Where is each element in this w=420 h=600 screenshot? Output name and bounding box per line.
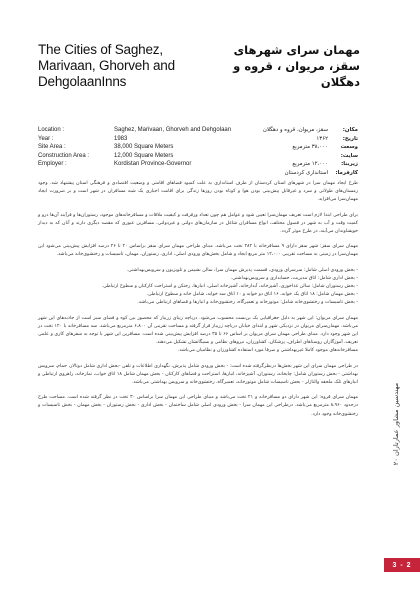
info-label: کارفرما: [335,169,358,176]
bullet-item: - بخش مهمان شامل: ۱۸ اتاق یک خوابه، ۱۶ اتاق دو خوابه و ۱۰ اتاق سه خوابه، شامل خانه و سطوح ارتباطی. [146,292,358,298]
project-info-persian [248,126,358,178]
info-label: Location : [38,127,65,133]
running-footer-vertical [391,300,401,550]
info-value: Saghez, Marivaan, Ghorveh and Dehgolaan [114,127,232,133]
info-value: ۱۳۶۲ [316,135,328,142]
page-number-tab [384,558,420,572]
info-row-year [38,135,273,144]
info-label: وسعت سایت: [340,144,358,159]
bullet-item: - بخش ورودی اصلی شامل: سرسرای ورودی، قسمت پذیرش مهمان سرا، سالن نشیمن و تلویزیون و سرویس‌بهداشتی. [126,267,358,273]
info-row-location-fa [248,126,358,135]
title-persian: مهمان سرای شهرهای سقز، مریوان ، قروه و دهگلان [233,43,360,89]
info-row-site-area-fa [248,143,358,160]
info-row-employer [38,160,273,169]
paragraph-intro: طرح ایجاد مهمان سرا در شهرهای استان کردستان از طرف استانداری به علت کمبود فضاهای اقامتی و وضعیت اقتصادی و فرهنگی استان پیشنهاد شد. وجود زمستان‌های طولانی و سرد و غیرقابل پیش‌بینی بودن هوا و کوتاه بودن روزها زندگی برای اقامت اجباری یک شبه مسافران در شهر است و بر ضرورت ایجاد مهمان‌سرا می‌افزاید. [38,181,358,203]
saghez-bullet-list [38,267,358,308]
info-value: 12,000 Square Meters [114,152,174,159]
bullet-item: - بخش اداری شامل: اتاق مدیریت، حسابداری و سرویس‌بهداشتی. [230,275,358,281]
info-value: ۳۸،۰۰۰ مترمربع [292,144,328,151]
paragraph-intro-2: برای طراحی ابتدا لازم است تعریف مهمان‌سرا تعیین شود و عوامل هم چون تعداد ورفرفت و کیفیت ملاقات و مسافرخانه‌های موجود، رستوران‌ها و فرآیند آن‌ها درو و کمیت وقت و آب به شهر در فصول مختلف، انواع مسافران شاغل در سازمان‌های دولتی و غیردولتی، مسافرین عبوری که مقصد دیگری دارند و آنان که به دیدار خویشاوندان می‌آیند، در طرح موثر گردد. [38,212,358,235]
info-row-site-area [38,143,273,152]
info-label: Construction Area : [38,152,90,159]
info-label: Site Area : [38,144,66,151]
info-row-construction-area [38,152,273,161]
info-row-year-fa [248,135,358,144]
paragraph-saghez: مهمان سرای سقز: شهر سقز دارای ۹ مسافرخانه با ۲۸۴ تخت می‌باشد. مبنای طراحی مهمان سرای سقز براساس ۲۰ تا ۲۶ درصد افزایش پیش‌بینی می‌شود این مهمان‌سرا در زمینی به مساحت تقریبی ۱۲،۰۰۰ متر مربع ایجاد و شامل بخش‌های ورودی اصلی، اداری، رستوران، مهمان، تاسیسات و رختشوی‌خانه می‌باشد. [38,244,358,258]
info-row-employer-fa [248,169,358,178]
info-value: سقز، مریوان، قروه و دهگلان [262,127,328,133]
paragraph-marivan-2: مسافرخانه‌های موجود کاملا غیربهداشتی و صرفا مورد استفاده کشاورزان و نظامیان می‌باشد. [177,348,358,354]
info-label: زیربنا: [341,161,358,168]
bullet-item: - بخش رستوران شامل: سالن غذاخوری، آشپزخانه، آبدارخانه، آشپزخانه اصلی، انبارها، رختکن و استراحت کارکنان و سطوح ارتباطی. [101,284,358,290]
page-number: 3 - 2 [392,561,412,569]
body-text [38,180,358,426]
info-label: تاریخ: [342,135,358,142]
paragraph-ghorveh: مهمان سرای قروه: این شهر دارای دو مسافرخانه و ۲۱ تخت می‌باشد و مبنای طراحی این مهمان سرا براساس ۳۰ تخت در نظر گرفته شده است. مساحت طرح درحدود ۸،۹۶۰ مترمربع می‌باشد. درطراحی این مهمان سرا - بخش ورودی اصلی شامل ساختمان - بخش اداری - بخش رستوران - بخش مهمان - بخش تاسیسات و رختشوی‌خانه وجود دارد. [38,395,359,417]
paragraph-marivan-3: در طراحی مهمان سرای این شهر بخش‌ها درنظرگرفته شده است: - بخش ورودی شامل پذیرش، نگهداری اطلاعات و تلفن -بخش اداری شامل دوتالار، حمام، سرویس بهداشتی - بخش رستوران شامل: چایخانه، رستوران، آشپزخانه، انبارها، استراحت و فضاهای کارکنان - بخش مهمان شامل ۱۸ اتاق خواب، نمازخانه، راهروی ارتباطی و انبارهای تلک ملحفه والتاژلر - بخش تاسیسات شامل موتورخانه، تعمیرگاه، رختشوی‌خانه و سرویس بهداشتی می‌باشد. [38,363,358,386]
info-value: 1983 [114,135,128,142]
paragraph-marivan: مهمان سرای مریوان: این شهر به دلیل جغرافیایی یک بن‌بست محسوب می‌شود. دریاچه زیبای زریبار که محصور بین کوه و فضای سبز است از جاذبه‌های این شهر می‌باشد. مهمان‌سرای مریوان در نزدیکی شهر و ابتدای خیابان دریاچه زریبار قرار گرفته و مساحت تقریبی آن ۶،۸۰۰ مترمربع می‌باشد. سه مسافرخانه با ۱۲۰ تخت در این شهر وجود دارد. مبنای طراحی مهمان سرای مریوان بر اساس ۶۶ تا ۳۵ درصد افزایش پیش‌بینی شده است. مسافرین این شهر با توجه به سفرهای کاری و علمی تعریف، آموزگاران روستاهای اطراف، پزشکان، کشاورزان، نیروهای نظامی و بسیگانشان تشکیل می‌دهند. [38,315,358,346]
info-label: مکان: [342,127,358,133]
info-value: ۱۲،۰۰۰ مترمربع [292,161,328,168]
info-label: Year : [38,135,54,142]
info-label: Employer : [38,161,67,168]
title-english: The Cities of Saghez, Marivaan, Ghorveh and DehgolaanInns [38,42,175,89]
info-row-location [38,126,273,135]
info-value: استانداری کردستان [284,169,328,176]
running-text: مهندسین مشاور عمارتاران ۲۰ [392,382,400,466]
info-value: Kordistan Province-Governor [114,161,192,168]
bullet-item: - بخش تاسیسات و رختشوی‌خانه شامل: موتورخانه و تعمیرگاه، رختشوی‌خانه و انبارها و فضاهای ارتباطی می‌باشد. [137,300,358,306]
info-row-construction-area-fa [248,160,358,169]
project-info-english [38,126,273,169]
info-value: 38,000 Square Meters [114,144,174,151]
